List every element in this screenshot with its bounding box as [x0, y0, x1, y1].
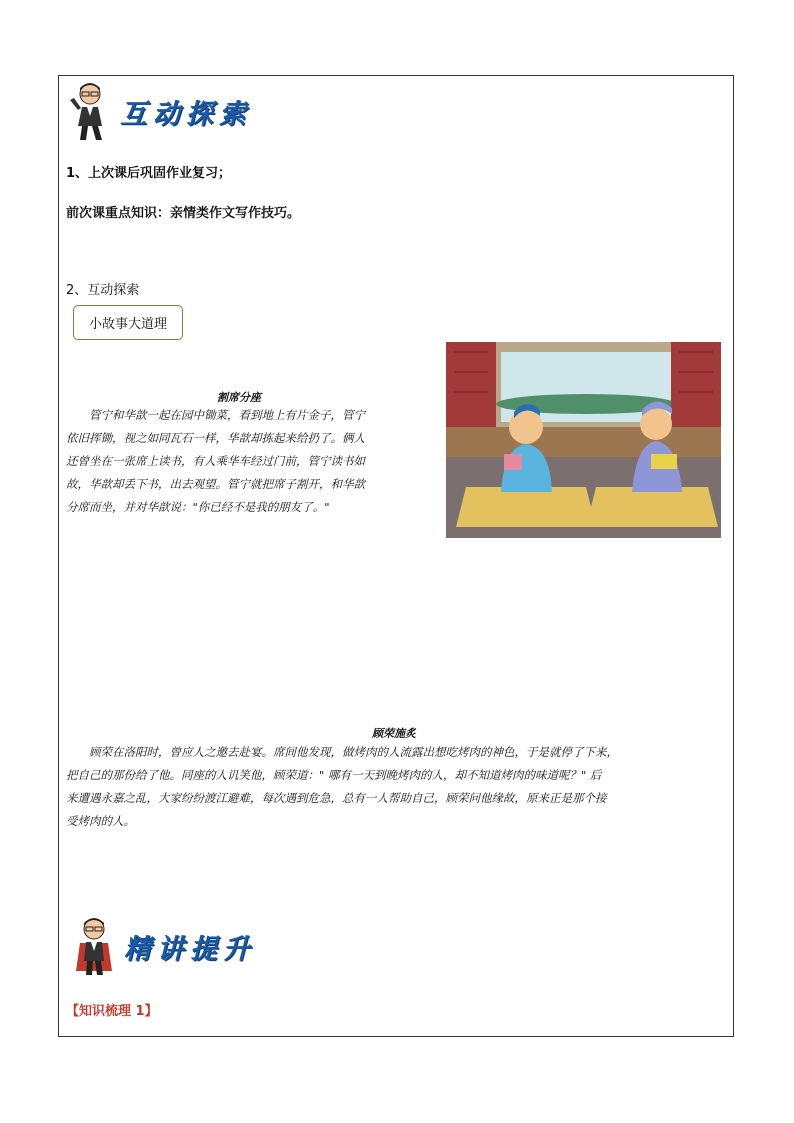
story-1-line: 故，华歆却丢下书，出去观望。管宁就把席子割开，和华歆	[66, 477, 365, 491]
knowledge-label: 【知识梳理 1】	[66, 1004, 158, 1019]
section-title: 互动探索	[120, 98, 252, 130]
story-box-label: 小故事大道理	[88, 317, 167, 332]
story-1-line: 依旧挥锄，视之如同瓦石一样，华歆却拣起来给扔了。俩人	[66, 431, 365, 445]
item-1-label: 1、上次课后巩固作业复习；	[66, 166, 232, 181]
section-heading-lecture	[72, 915, 256, 977]
story-2-title: 顾荣施炙	[372, 727, 416, 740]
story-1-line: 分席而坐，并对华歆说："你已经不是我的朋友了。"	[66, 500, 330, 514]
story-2-line: 受烤肉的人。	[66, 814, 135, 828]
story-2-line: 顾荣在洛阳时，曾应人之邀去赴宴。席间他发现，做烤肉的人流露出想吃烤肉的神色，于是就停了下来，	[89, 745, 618, 759]
teacher-mascot-icon	[68, 80, 112, 142]
item-2-label: 2、互动探索	[66, 283, 140, 298]
story-2-line: 把自己的那份给了他。同座的人讥笑他，顾荣道：" 哪有一天到晚烤肉的人，却不知道烤肉的味道呢？" 后	[66, 768, 602, 782]
story-1-title: 割席分座	[217, 391, 261, 404]
story-1-line: 管宁和华歆一起在园中锄菜，看到地上有片金子，管宁	[89, 408, 365, 422]
section-heading-interactive	[68, 80, 252, 142]
story-box	[73, 305, 183, 340]
recap-text: 前次课重点知识：亲情类作文写作技巧。	[66, 206, 301, 221]
section-title: 精讲提升	[124, 933, 256, 965]
story-2-line: 来遭遇永嘉之乱，大家纷纷渡江避难，每次遇到危急，总有一人帮助自己，顾荣问他缘故，原来正是那个接	[66, 791, 607, 805]
story-illustration	[446, 342, 721, 538]
story-1-line: 还曾坐在一张席上读书，有人乘华车经过门前，管宁读书如	[66, 454, 365, 468]
teacher-mascot-icon	[72, 915, 116, 977]
